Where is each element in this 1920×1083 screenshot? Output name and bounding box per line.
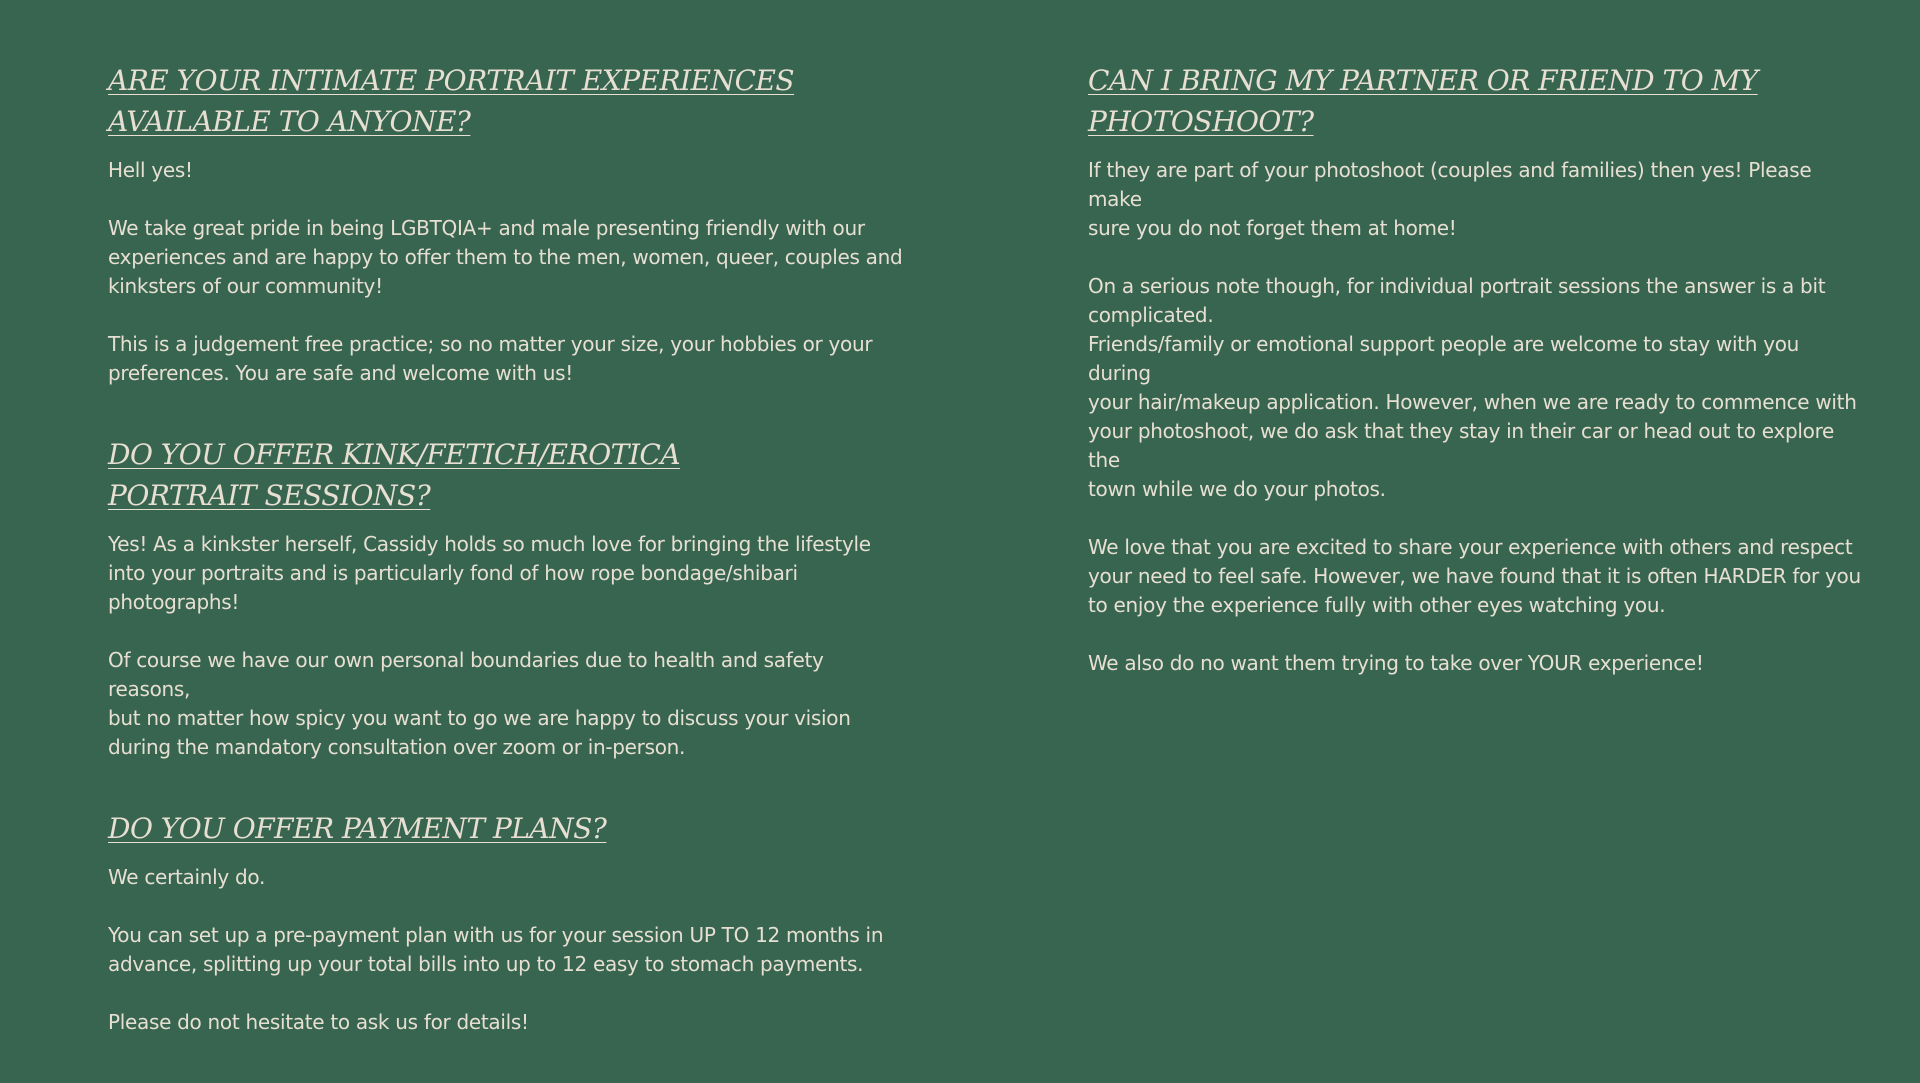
faq-intimate-portraits: [108, 60, 908, 388]
faq-answer: [108, 156, 908, 388]
faq-paragraph: We certainly do.: [108, 865, 266, 889]
faq-answer: [108, 863, 908, 1037]
faq-paragraph: You can set up a pre-payment plan with us for your session UP TO 12 months in advance, splitting up your total bills into up to 12 easy to stomach payments.: [108, 923, 884, 976]
faq-heading-line: CAN I BRING MY PARTNER OR FRIEND TO MY: [1088, 64, 1758, 97]
faq-paragraph: On a serious note though, for individual portrait sessions the answer is a bit complicated. Friends/family or emotional support people are welcome to stay with you during your hair/makeup application. However, when we are ready to commence with your photoshoot, we do ask that they stay in their car or head out to explore the town while we do your photos.: [1088, 274, 1857, 501]
faq-heading-line: DO YOU OFFER KINK/FETICH/EROTICA: [108, 438, 681, 471]
faq-kink-sessions: [108, 434, 908, 762]
faq-heading-line: PHOTOSHOOT?: [1088, 105, 1314, 138]
faq-paragraph: Hell yes!: [108, 158, 193, 182]
faq-answer: [1088, 156, 1863, 678]
faq-paragraph: Of course we have our own personal boundaries due to health and safety reasons, but no matter how spicy you want to go we are happy to discuss your vision during the mandatory consultation over zoom or in-person.: [108, 648, 851, 759]
faq-column-left: [108, 60, 908, 1083]
faq-paragraph: We take great pride in being LGBTQIA+ and male presenting friendly with our experiences and are happy to offer them to the men, women, queer, couples and kinksters of our community!: [108, 216, 903, 298]
faq-heading: [108, 808, 908, 849]
faq-paragraph: We also do no want them trying to take over YOUR experience!: [1088, 651, 1704, 675]
faq-column-right: [1088, 60, 1863, 724]
faq-payment-plans: [108, 808, 908, 1037]
faq-heading-line: ARE YOUR INTIMATE PORTRAIT EXPERIENCES: [108, 64, 795, 97]
faq-answer: [108, 530, 908, 762]
faq-heading: [108, 60, 908, 142]
faq-paragraph: We love that you are excited to share your experience with others and respect your need to feel safe. However, we have found that it is often HARDER for you to enjoy the experience fully with other eyes watching you.: [1088, 535, 1861, 617]
faq-bring-partner: [1088, 60, 1863, 678]
faq-paragraph: This is a judgement free practice; so no matter your size, your hobbies or your preferences. You are safe and welcome with us!: [108, 332, 873, 385]
faq-heading-line: AVAILABLE TO ANYONE?: [108, 105, 471, 138]
faq-paragraph: Yes! As a kinkster herself, Cassidy holds so much love for bringing the lifestyle into your portraits and is particularly fond of how rope bondage/shibari photographs!: [108, 532, 871, 614]
faq-heading: [1088, 60, 1863, 142]
faq-paragraph: If they are part of your photoshoot (couples and families) then yes! Please make sure you do not forget them at home!: [1088, 158, 1812, 240]
faq-paragraph: Please do not hesitate to ask us for details!: [108, 1010, 529, 1034]
faq-heading-line: DO YOU OFFER PAYMENT PLANS?: [108, 812, 607, 845]
faq-heading: [108, 434, 908, 516]
faq-heading-line: PORTRAIT SESSIONS?: [108, 479, 431, 512]
